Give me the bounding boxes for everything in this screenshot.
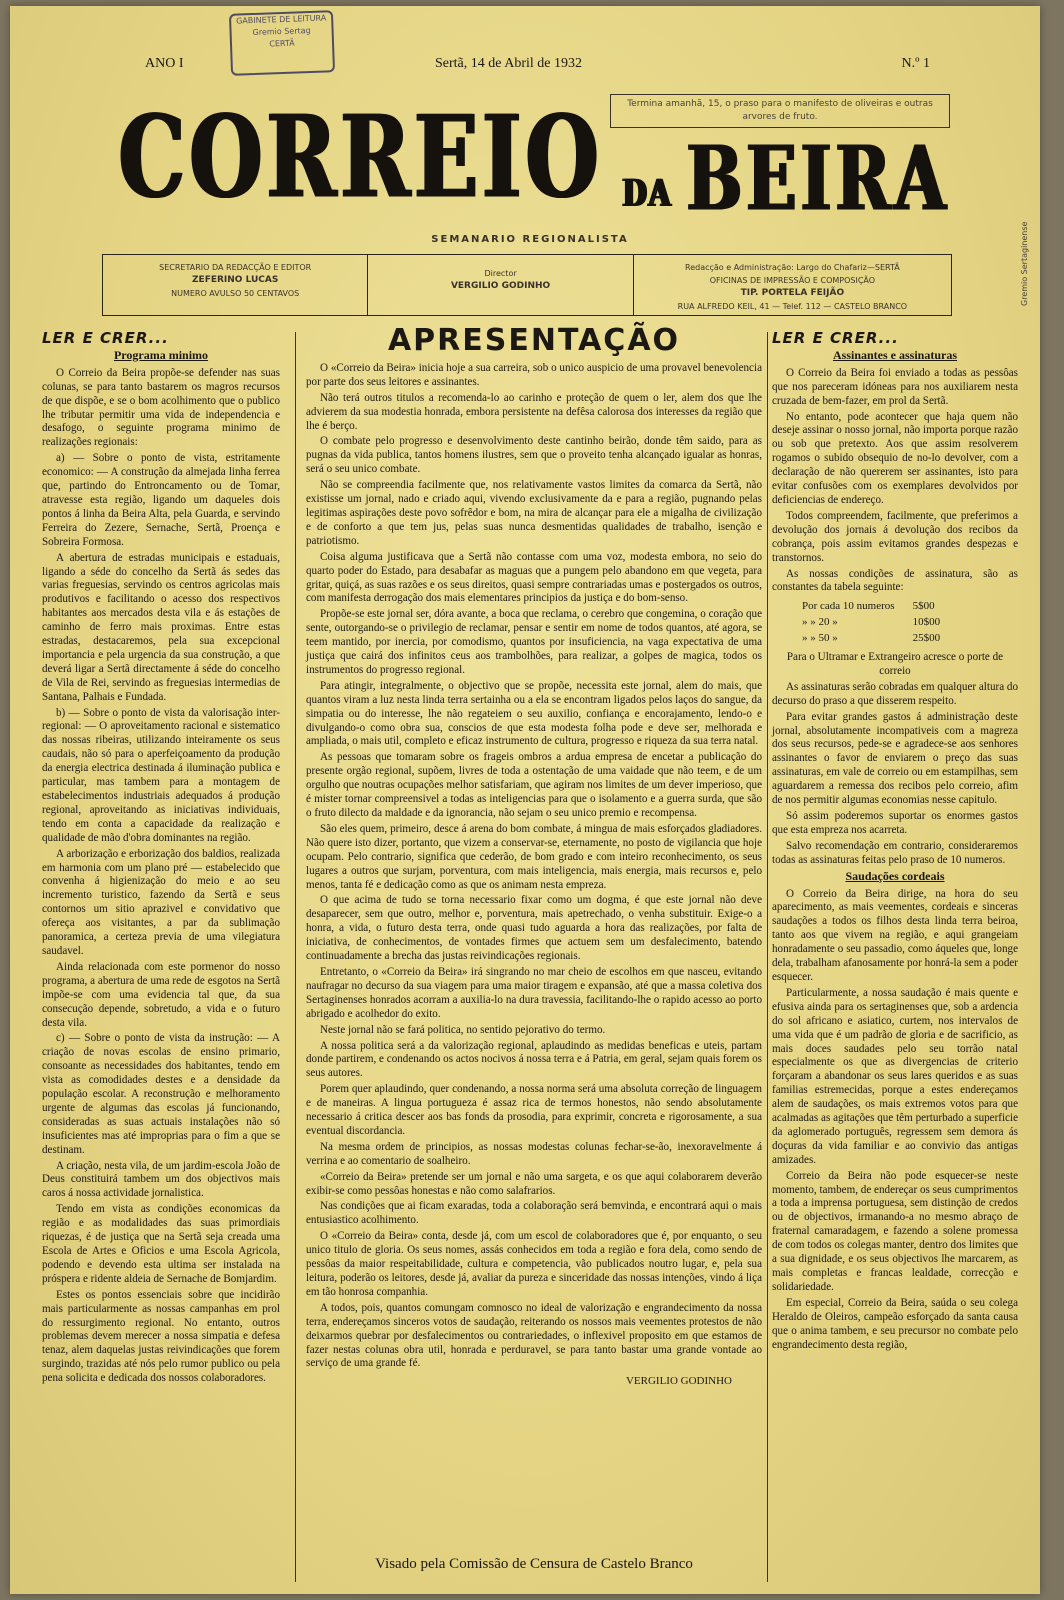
paragraph: Ainda relacionada com este pormenor do nosso programa, a abertura de uma rede de esgotos na Sertã impõe-se com uma evidencia tal que, da sua consecução depende, sobretudo, a vida e o futuro desta vila. xyxy=(42,960,280,1029)
masthead-title-beira: BEIRA xyxy=(686,126,950,232)
paragraph: São eles quem, primeiro, desce á arena do bom combate, á mingua de mais esforçados gladiadores. Não quere isto dizer, portanto, que vizem a conservar-se, eternamente, no posto de vigilancia que hoje ocupam. Pelo contrario, significa que cederão, de bom grado e com inteiro reconhecimento, os seus lugares a outros que surjam, porventura, com mais inteligencia, mais energia, mais recursos e, pelo menos, tanta fé e dedicação como as que os animam nesta empreza. xyxy=(306,822,762,891)
price-row xyxy=(794,616,948,630)
price-label: Por cada 10 numeros xyxy=(802,600,895,613)
price-label: » » 20 » xyxy=(802,616,838,629)
paragraph: O Correio da Beira dirige, na hora do seu aparecimento, as mais veementes, cordeais e sinceras saudações a todos os filhos desta linda terra beiroa, tanto aos que vivem na região, e aqui grangeiam honradamente o seu passadio, como áqueles que, longe dela, trabalham afanosamente por honrá-la sem a poder esquecer. xyxy=(772,887,1018,983)
author-signature: VERGILIO GODINHO xyxy=(625,1375,732,1388)
censorship-note: Visado pela Comissão de Censura de Castelo Branco xyxy=(375,1556,693,1572)
price-row xyxy=(794,600,948,614)
paragraph: A nossa politica será a da valorização regional, aplaudindo as medidas beneficas e uteis, partam donde partirem, e condenando os actos nocivos á nossa terra e á Patria, em geral, sejam quais forem os seus autores. xyxy=(306,1039,762,1080)
masthead-info-box xyxy=(102,254,952,316)
paragraph: Na mesma ordem de principios, as nossas modestas colunas fechar-se-ão, inexoravelmente á verrina e ao comentario de soalheiro. xyxy=(306,1140,762,1167)
paragraph: Só assim poderemos suportar os enormes gastos que esta empreza nos acarreta. xyxy=(772,810,1018,836)
editor-name: ZEFERINO LUCAS xyxy=(192,275,279,285)
side-margin-text: Gremio Sertaginense xyxy=(1020,221,1029,306)
paragraph: A abertura de estradas municipais e estaduais, ligando a séde do concelho da Sertã ás sedes das varias freguesias, servindo os centros agricolas mais produtivos e facilitando o acesso dos respectivos habitantes aos mercados desta vila e ás estações de caminho de ferro mais proximas. Entre estas estradas, destacaremos, pela sua excepcional importancia e pela urgencia da sua construção, a que deverá ligar a Sertã directamente á séde do concelho de Vila de Rei, servindo as freguesias intermedias de Santana, Palhais e Fundada. xyxy=(42,551,280,703)
price-value: 5$00 xyxy=(912,600,935,613)
column-divider xyxy=(295,332,296,1582)
paragraph: a) — Sobre o ponto de vista, estritamente economico: — A construção da almejada linha ferrea que, partindo do Entroncamento ou de Tomar, atravesse esta região, ligando um daqueles dois pontos á linha da Beira Alta, pela Guarda, e servindo Ferreira do Zezere, Sernache, Sertã, Proença e Sobreira Formosa. xyxy=(42,452,280,548)
issue-number: N.º 1 xyxy=(901,56,930,71)
paragraph: Para evitar grandes gastos á administração deste jornal, absolutamente incompativeis com a magreza dos seus recursos, pede-se e agradece-se aos senhores assinantes o favor de enviarem o preço das suas assinaturas, em vale de correio ou em estampilhas, sem aguardarem a remessa dos recibos pelo correio, afim de nos permitir algumas economias nesse capitulo. xyxy=(772,710,1018,807)
section-subtitle: Assinantes e assinaturas xyxy=(832,347,958,362)
subscription-price-table xyxy=(792,598,950,648)
price-value: 10$00 xyxy=(912,616,941,629)
masthead-title-correio: CORREIO xyxy=(118,90,603,224)
price-note: Para o Ultramar e Extrangeiro acresce o porte de correio xyxy=(786,651,1004,677)
director-name: VERGILIO GODINHO xyxy=(450,281,551,291)
paragraph: O «Correio da Beira» conta, desde já, com um escol de colaboradores que é, por enquanto, o seu unico titulo de gloria. Os seus nomes, assás conhecidos em toda a região e fora dela, como sendo de pessôas da maior respeitabilidade, cultura e competencia, vão publicados noutro lugar, e, pela sua leitura, poderão os leitores, desde já, avaliar da pureza e sinceridade das nossas intenções, vindo á liça em tão honrosa companhia. xyxy=(306,1230,762,1298)
column-divider xyxy=(767,332,768,1582)
stamp-line: Gremio Sertag xyxy=(252,25,311,38)
director-role: Director xyxy=(484,269,517,278)
paragraph: Entretanto, o «Correio da Beira» irá singrando no mar cheio de escolhos em que nasceu, evitando naufragar no decurso da sua viagem para uma maior tiragem e expansão, até que a massa coletiva dos Sertaginenses honrados acorram a auxilia-lo na dura travessia, facilitando-lhe o rapido acesso ao porto abrigado e acolhedor do exito. xyxy=(306,965,762,1020)
section-title: LER E CRER... xyxy=(772,329,899,347)
article-heading: APRESENTAÇÃO xyxy=(387,323,681,358)
paragraph: Porem quer aplaudindo, quer condenando, a nossa norma será uma absoluta correção de linguagem e de maneiras. A lingua portugueza é assaz rica de termos honestos, não sendo absolutamente necessario á critica descer aos bas fonds da prosodia, para exprimir, concreta e rigorosamente, a sua eventual discordancia. xyxy=(306,1083,762,1137)
paragraph: Correio da Beira não pode esquecer-se neste momento, tambem, de endereçar os seus cumprimentos a toda a imprensa portuguesa, sem distinção de credos ou de objectivos, irmanando-a no mesmo abraço de fraternal camaradagem, e fazendo a solene promessa de com todos os colegas manter, dentro dos limites que a sua dignidade, e os seus objectivos lhe marcarem, as mais completas e francas lealdade, correcção e solidariedade. xyxy=(772,1169,1018,1293)
stamp-line: GABINETE DE LEITURA xyxy=(235,13,327,26)
dateline-row xyxy=(145,56,930,76)
editor-cell xyxy=(103,255,368,315)
paragraph: Todos compreendem, facilmente, que preferimos a devolução dos jornais á devolução dos recibos da cobrança, pois assim evitamos grandes despezas e transtornos. xyxy=(772,509,1018,564)
paragraph: O combate pelo progresso e desenvolvimento deste cantinho beirão, donde têm saido, para as pugnas da vida publica, tantos homens ilustres, sem que o proveito tenha alcançado igualar as honras, será o seu unico combate. xyxy=(306,435,762,476)
section-subtitle: Saudações cordeais xyxy=(845,868,945,883)
address-cell xyxy=(634,255,951,315)
paragraph: Particularmente, a nossa saudação é mais quente e efusiva ainda para os sertaginenses que, sob a ardencia do sol africano e asiatico, curtem, nos intervalos de uma vida que é um padrão de gloria e de sacrificio, as mais doces saudades pelo seu torrão natal especialmente os que as divergencias de criterio forçaram a abandonar os seus lares queridos e as suas familias estremecidas, porque a estes endereçamos alem de saudações, os mais extremos votos para que acalmadas as agitações que têm perturbado a superficie da aglomerado português, regressem sem demora ás doçuras da vida familiar e ao convivio das antigas amizades. xyxy=(772,986,1018,1166)
paragraph: Propõe-se este jornal ser, dóra avante, a boca que reclama, o cerebro que congemina, o coração que sente, outorgando-se o privilegio de reclamar, pensar e sentir em nome de todos quantos, até agora, se teem mantido, por inercia, por comodismo, quantos por insuficiencia, na vaga expectativa de uma justiça que cairá dos infinitos ceus aos trambolhões, para realizar, a golpes de magica, todos os instrumentos do progresso regional. xyxy=(306,608,762,676)
paragraph: O Correio da Beira propõe-se defender nas suas colunas, se para tanto bastarem os magros recursos de que dispõe, e se o bom acolhimento que o publico lhe tributar permitir uma vida de independencia e desafogo, o seguinte programa minimo de realizações regionais: xyxy=(42,366,280,449)
paragraph: O que acima de tudo se torna necessario fixar como um dogma, é que este jornal não deve desaparecer, sem que outro, melhor e, porventura, mais apetrechado, o venha substituir. Exige-o a honra, a vida, o futuro desta terra, onde quasi tudo aguarda a hora das realizações, por falta de iniciativa, de conhecimentos, de vontades firmes que actuem sem um desfalecimento, batendo continuadamente a brecha das justas reivindicações regionais. xyxy=(306,894,762,963)
paragraph: Em especial, Correio da Beira, saúda o seu colega Heraldo de Oleiros, campeão esforçado da santa causa que o anima tambem, e seu precursor no combate pelo engrandecimento desta região, xyxy=(772,1296,1018,1351)
paragraph: A arborização e erborização dos baldios, realizada em harmonia com um plano pré — estabelecido que convenha á higienização do meio e ao seu incremento turistico, fazendo da Sertã e seus contornos um sitio aprazivel e convidativo que ofereça aos visitantes, a par da sublimação panoramica, a certeza previa de uma vilegiatura saudavel. xyxy=(42,847,280,957)
section-title: LER E CRER... xyxy=(42,329,169,347)
paragraph: As pessoas que tomaram sobre os frageis ombros a ardua empresa de encetar a publicação do presente orgão regional, supõem, livres de toda a ostentação de uma vaidade que não teem, e de um orgulho que noutras ocupações melhor satisfariam, que agiram nos limites de um dever imperioso, que é mister tornar compreensivel a todas as inteligencias para que o isolamento e a guerra surda, que são o fruto dilecto da maldade e da ignorancia, não sejam o seu unico premio e recompensa. xyxy=(306,751,762,819)
notice-box: Termina amanhã, 15, o praso para o manifesto de oliveiras e outras arvores de fruto. xyxy=(610,94,950,128)
paragraph: As assinaturas serão cobradas em qualquer altura do decurso do praso a que disserem respeito. xyxy=(772,680,1018,707)
year-label: ANO I xyxy=(145,56,184,71)
paragraph: Coisa alguma justificava que a Sertã não contasse com uma voz, modesta embora, no seio do quarto poder do Estado, para desabafar as maguas que a pungem pelo abandono em que vegeta, para gritar, quiçá, as suas razões e os seus direitos, quasi sempre contrariadas umas e postergados os outros, com manifesta derrogação dos mais elementares principios da justiça e do bom-senso. xyxy=(306,550,762,605)
issue-price: NUMERO AVULSO 50 CENTAVOS xyxy=(171,289,300,298)
paragraph: A criação, nesta vila, de um jardim-escola João de Deus constituirá tambem um dos objectivos mais caros á nossa actividade jornalistica. xyxy=(42,1159,280,1200)
address-line: RUA ALFREDO KEIL, 41 — Telef. 112 — CASTELO BRANCO xyxy=(677,302,908,311)
paragraph: «Correio da Beira» pretende ser um jornal e não uma sargeta, e os que aqui colaborarem deverão exibir-se como pessôas honestas e não como salafrarios. xyxy=(306,1170,762,1197)
paragraph: Salvo recomendação em contrario, consideraremos todas as assinaturas feitas pelo praso de 10 numeros. xyxy=(772,839,1018,866)
paragraph: Neste jornal não se fará politica, no sentido pejorativo do termo. xyxy=(320,1023,606,1036)
paragraph: As nossas condições de assinatura, são as constantes da tabela seguinte: xyxy=(772,567,1018,594)
editor-role: SECRETARIO DA REDACÇÃO E EDITOR xyxy=(159,263,312,272)
stamp-line: CERTÃ xyxy=(269,38,295,49)
right-column xyxy=(772,329,1018,1354)
price-label: » » 50 » xyxy=(802,632,838,645)
paragraph: Para atingir, integralmente, o objectivo que se propõe, necessita este jornal, alem do mais, que quantos viram a luz nesta linda terra sertainha ou a ela se encontram ligados pelos laços do sangue, da simpatia ou do interesse, lhe não regateiem o seu auxilio, confiança e encorajamento, lendo-o e divulgando-o como obra sua, conscios de que esta modesta folha pode e deve ser, melhorada e ampliada, o mais util, completo e eficaz instrumento de cultura, progresso e riqueza da sua terra natal. xyxy=(306,679,762,748)
paragraph: A todos, pois, quantos comungam comnosco no ideal de valorização e engrandecimento da nossa terra, endereçamos sinceros votos de saudação, reiterando os nossos mais veementes protestos de não deixarmos quebrar por desfalecimentos ou contrariedades, o inflexivel proposito em que estamos de fazer nestas colunas obra util, honrada e perduravel, se para tanto bastar uma grande vontade ao serviço de uma grande fé. xyxy=(306,1301,762,1370)
newspaper-page xyxy=(10,6,1040,1594)
paragraph: Não terá outros titulos a recomenda-lo ao carinho e proteção de quem o ler, alem dos que lhe advierem da sua modestia honrada, embora persistente na defêsa calorosa dos interesses da região que lhe é berço. xyxy=(306,391,762,432)
price-row xyxy=(794,632,948,646)
dateline: Sertã, 14 de Abril de 1932 xyxy=(435,56,582,71)
masthead-subtitle: SEMANARIO REGIONALISTA xyxy=(431,234,629,245)
paragraph: Estes os pontos essenciais sobre que incidirão mais particularmente as nossas campanhas em prol do ressurgimento regional. No entanto, outros problemas devem merecer a nossa simpatia e defesa tenaz, alem daquelas justas reivindicações que forem surgindo, trazidas até nós pelo rumor publico ou pela pena solicita e dedicada dos nossos colaboradores. xyxy=(42,1288,280,1385)
paragraph: b) — Sobre o ponto de vista da valorisação inter-regional: — O aproveitamento racional e sistematico das nossas ribeiras, utilizando inteiramente os seus caudais, não só para o aperfeiçoamento da produção da energia electrica destinada á iluminação publica e particular, mas tambem para a montagem de estabelecimentos industriais adequados á produção regional, aproveitando as iniciativas individuais, tendo em conta a capacidade da realização e qualidade de mão d'obra dominantes na região. xyxy=(42,706,280,844)
masthead-title-da: DA xyxy=(622,171,673,216)
address-line: OFICINAS DE IMPRESSÃO E COMPOSIÇÃO xyxy=(709,276,876,285)
paragraph: Nas condições que ai ficam exaradas, toda a colaboração será bemvinda, e encontrará aqui o mais entusiastico acolhimento. xyxy=(306,1200,762,1227)
price-value: 25$00 xyxy=(912,632,941,645)
director-cell xyxy=(368,255,633,315)
paragraph: Tendo em vista as condições economicas da região e as modalidades das suas primordiais riquezas, é de justiça que na Sertã seja creada uma Escola de Artes e Oficios e uma Escola Agricola, podendo e devendo esta ultima ser instalada na próspera e ridente aldeia de Sernache de Bomjardim. xyxy=(42,1203,280,1285)
paragraph: c) — Sobre o ponto de vista da instrução: — A criação de novas escolas de ensino primario, consoante as necessidades dos habitantes, tendo em vista as comodidades destes e a densidade da população escolar. A reconstrução e melhoramento urgente de algumas das escolas já funcionando, consideradas as suas actuais instalações não só insuficientes mas até improprias para o fim a que se destinam. xyxy=(42,1032,280,1156)
address-line: Redacção e Administração: Largo do Chafariz—SERTÃ xyxy=(685,263,900,272)
printer-name: TIP. PORTELA FEIJÃO xyxy=(740,288,845,298)
left-column xyxy=(42,329,280,1388)
paragraph: Não se compreendia facilmente que, nos relativamente vastos limites da comarca da Sertã, não existisse um jornal, nado e criado aqui, vivendo exclusivamente da e para a região, pugnando pelas legitimas aspirações deste povo sofrêdor e bom, na mira de alcançar para ele a migalha de civilização e de conforto a que tem jus, pelas suas nunca desmentidas qualidades de trabalho, isenção e patriotismo. xyxy=(306,479,762,547)
middle-column xyxy=(306,323,762,1389)
section-subtitle: Programa minimo xyxy=(113,347,209,362)
paragraph: O Correio da Beira foi enviado a todas as pessôas que nos pareceram idóneas para nos auxiliarem nesta cruzada de bem-fazer, em prol da Sertã. xyxy=(772,366,1018,407)
paragraph: O «Correio da Beira» inicia hoje a sua carreira, sob o unico auspicio de uma provavel benevolencia por parte dos seus leitores e assinantes. xyxy=(306,361,762,388)
paragraph: No entanto, pode acontecer que haja quem não deseje assinar o nosso jornal, não importa porque razão ou sob que pretexto. Aos que assim resolverem rogamos o subido obsequio de no-lo devolver, com a declaração de não quererem ser assinantes, isto para evitar confusões com os exemplares devolvidos por deficiencias de endereço. xyxy=(772,410,1018,506)
